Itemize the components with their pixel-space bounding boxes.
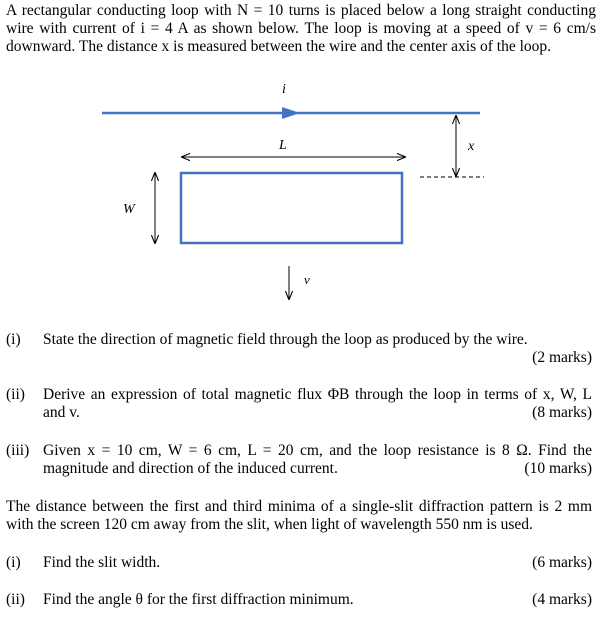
part-marks: (8 marks) [532,404,592,421]
part-marks: (10 marks) [524,460,592,477]
problem-1-intro [6,2,596,56]
part-number: (iii) [6,442,30,459]
distance-label: x [468,139,475,154]
part-text: Find the slit width. [43,554,161,571]
current-arrow-icon [282,107,300,119]
loop-wire-figure [0,70,602,320]
problem-1-part-i [6,331,592,371]
velocity-label: v [304,272,310,287]
problem-1-part-ii [6,386,592,426]
problem-2-part-ii [6,591,592,611]
length-label: L [279,138,287,153]
part-text-line-2: and v. [43,404,80,421]
current-label: i [282,82,286,97]
part-text-line-1: State the direction of magnetic field through the loop as produced by the wire. [43,331,528,348]
part-text-line-1: Given x = 10 cm, W = 6 cm, L = 20 cm, and the loop resistance is 8 Ω. Find the [43,442,592,459]
part-marks: (4 marks) [532,591,592,608]
part-marks: (2 marks) [532,349,592,366]
part-marks: (6 marks) [532,554,592,571]
part-text: Find the angle θ for the first diffraction minimum. [43,591,354,608]
width-label: W [123,202,135,217]
rectangular-loop [181,173,402,243]
problem-1-intro-line-2: wire with current of i = 4 A as shown below. The loop is moving at a speed of v = 6 cm/s [6,20,596,37]
part-number: (i) [6,331,21,348]
part-text-line-2: magnitude and direction of the induced current. [43,460,338,477]
part-text-line-1: Derive an expression of total magnetic flux ΦB through the loop in terms of x, W, L [43,386,592,403]
part-number: (ii) [6,591,25,608]
part-number: (i) [6,554,21,571]
problem-1-part-iii [6,442,592,482]
problem-2-part-i [6,554,592,574]
part-number: (ii) [6,386,25,403]
problem-2-intro [6,498,592,534]
problem-1-intro-line-1: A rectangular conducting loop with N = 10 turns is placed below a long straight conducting [6,2,596,19]
problem-1-intro-line-3: downward. The distance x is measured between the wire and the center axis of the loop. [6,38,552,55]
problem-2-intro-line-1: The distance between the first and third minima of a single-slit diffraction pattern is 2 mm [6,498,592,515]
problem-2-intro-line-2: with the screen 120 cm away from the slit, when light of wavelength 550 nm is used. [6,516,533,533]
